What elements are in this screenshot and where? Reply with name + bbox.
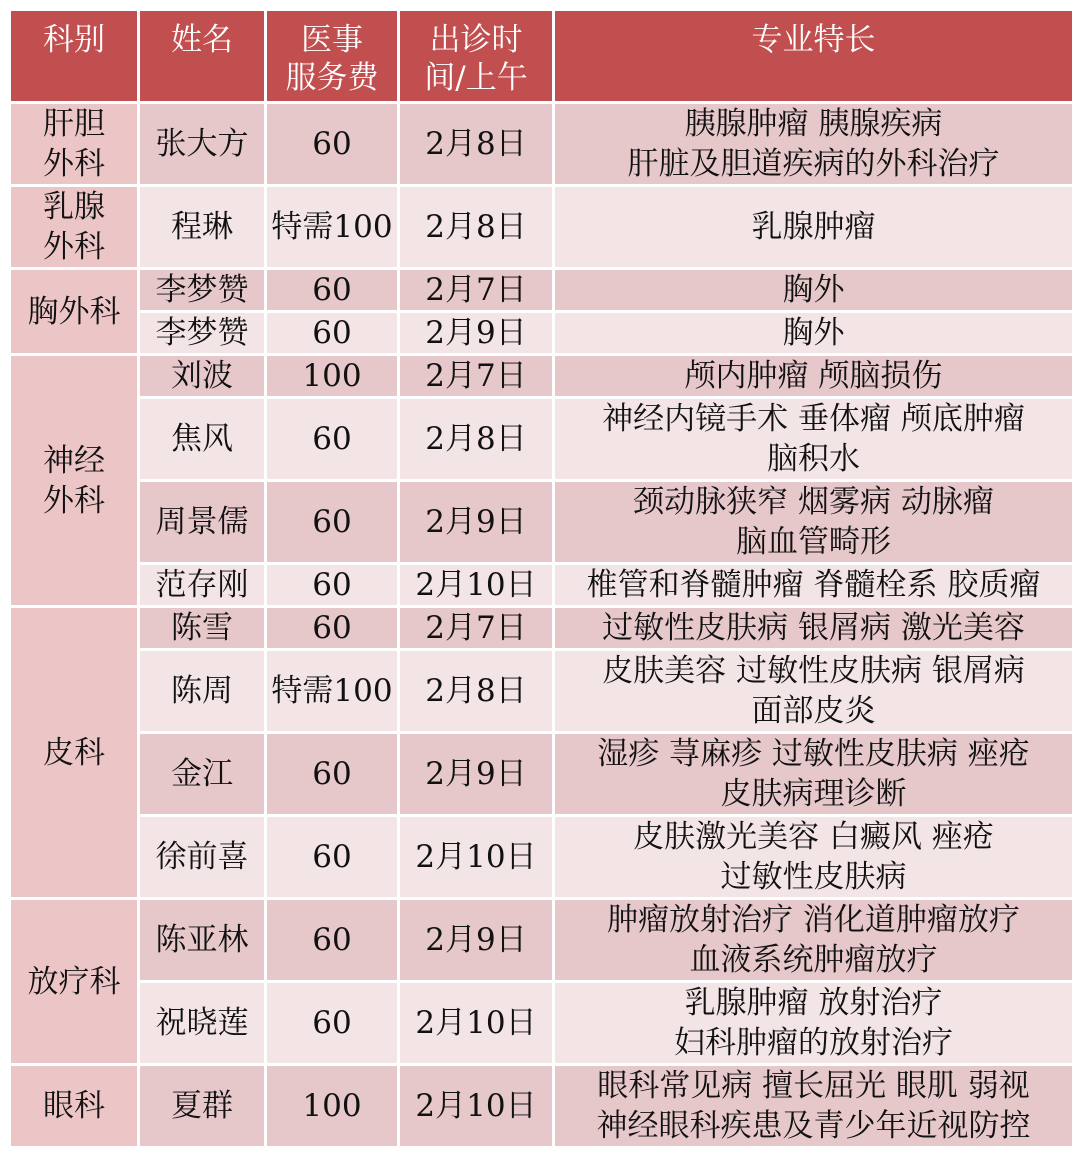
department-cell (10, 103, 139, 186)
department-name: 眼科 (43, 1088, 105, 1124)
clinic-date: 2月10日 (399, 816, 554, 899)
specialty-line: 胰腺肿瘤 胰腺疾病 (684, 106, 943, 142)
clinic-date: 2月7日 (399, 355, 554, 398)
department-cell (10, 1065, 139, 1148)
doctor-name: 焦风 (139, 398, 266, 481)
specialty-cell (554, 481, 1074, 564)
specialty-cell (554, 607, 1074, 650)
specialty-cell (554, 650, 1074, 733)
specialty-line: 颈动脉狭窄 烟雾病 动脉瘤 (633, 484, 994, 520)
clinic-date: 2月7日 (399, 269, 554, 312)
doctor-name: 周景儒 (139, 481, 266, 564)
table-row (10, 564, 1074, 607)
header-specialty: 专业特长 (554, 10, 1074, 103)
department-cell (10, 269, 139, 355)
department-name: 乳腺 (43, 189, 105, 225)
specialty-line: 脑血管畸形 (736, 524, 891, 560)
clinic-date: 2月8日 (399, 186, 554, 269)
specialty-line: 神经内镜手术 垂体瘤 颅底肿瘤 (602, 401, 1025, 437)
department-name: 外科 (43, 146, 105, 182)
table-row (10, 481, 1074, 564)
doctor-name: 徐前喜 (139, 816, 266, 899)
service-fee: 100 (266, 1065, 399, 1148)
table-row (10, 398, 1074, 481)
clinic-date: 2月9日 (399, 899, 554, 982)
department-name: 外科 (43, 229, 105, 265)
clinic-date: 2月7日 (399, 607, 554, 650)
header-time: 出诊时 间/上午 (399, 10, 554, 103)
service-fee: 60 (266, 269, 399, 312)
doctor-name: 陈亚林 (139, 899, 266, 982)
department-cell (10, 355, 139, 607)
doctor-name: 李梦赞 (139, 269, 266, 312)
service-fee: 60 (266, 982, 399, 1065)
specialty-cell (554, 733, 1074, 816)
header-fee: 医事 服务费 (266, 10, 399, 103)
table-row (10, 816, 1074, 899)
specialty-line: 妇科肿瘤的放射治疗 (674, 1025, 953, 1061)
service-fee: 100 (266, 355, 399, 398)
specialty-cell (554, 816, 1074, 899)
header-row (10, 10, 1074, 103)
service-fee: 60 (266, 481, 399, 564)
service-fee: 60 (266, 564, 399, 607)
specialty-line: 椎管和脊髓肿瘤 脊髓栓系 胶质瘤 (586, 567, 1041, 603)
doctor-name: 夏群 (139, 1065, 266, 1148)
table-row (10, 982, 1074, 1065)
clinic-schedule-table (8, 8, 1075, 1149)
service-fee: 特需100 (266, 650, 399, 733)
specialty-cell (554, 186, 1074, 269)
doctor-name: 陈雪 (139, 607, 266, 650)
service-fee: 60 (266, 103, 399, 186)
department-name: 胸外科 (27, 293, 121, 330)
specialty-cell (554, 1065, 1074, 1148)
department-cell (10, 899, 139, 1065)
clinic-date: 2月9日 (399, 733, 554, 816)
specialty-line: 面部皮炎 (751, 693, 876, 729)
doctor-name: 李梦赞 (139, 312, 266, 355)
clinic-date: 2月9日 (399, 481, 554, 564)
service-fee: 60 (266, 607, 399, 650)
department-cell (10, 186, 139, 269)
service-fee: 60 (266, 398, 399, 481)
doctor-name: 金江 (139, 733, 266, 816)
header-name: 姓名 (139, 10, 266, 103)
clinic-date: 2月10日 (399, 564, 554, 607)
table-row (10, 733, 1074, 816)
specialty-cell (554, 982, 1074, 1065)
table-row (10, 1065, 1074, 1148)
specialty-cell (554, 103, 1074, 186)
clinic-date: 2月8日 (399, 398, 554, 481)
doctor-name: 范存刚 (139, 564, 266, 607)
doctor-name: 张大方 (139, 103, 266, 186)
specialty-cell (554, 269, 1074, 312)
specialty-line: 皮肤激光美容 白癜风 痤疮 (633, 819, 994, 855)
clinic-date: 2月9日 (399, 312, 554, 355)
specialty-line: 皮肤美容 过敏性皮肤病 银屑病 (602, 653, 1025, 689)
header-dept: 科别 (10, 10, 139, 103)
department-name: 外科 (43, 482, 105, 519)
clinic-date: 2月10日 (399, 1065, 554, 1148)
doctor-name: 祝晓莲 (139, 982, 266, 1065)
service-fee: 60 (266, 733, 399, 816)
department-cell (10, 607, 139, 899)
specialty-line: 皮肤病理诊断 (720, 776, 907, 812)
specialty-cell (554, 899, 1074, 982)
specialty-line: 脑积水 (767, 441, 860, 477)
table-row (10, 186, 1074, 269)
specialty-line: 颅内肿瘤 颅脑损伤 (684, 358, 943, 394)
specialty-line: 过敏性皮肤病 (720, 859, 907, 895)
specialty-line: 胸外 (782, 315, 845, 351)
table-row (10, 103, 1074, 186)
service-fee: 60 (266, 816, 399, 899)
specialty-line: 过敏性皮肤病 银屑病 激光美容 (602, 610, 1025, 646)
table-row (10, 269, 1074, 312)
doctor-name: 刘波 (139, 355, 266, 398)
department-name: 放疗科 (27, 963, 121, 1000)
department-name: 肝胆 (43, 106, 105, 142)
specialty-line: 湿疹 荨麻疹 过敏性皮肤病 痤疮 (597, 736, 1030, 772)
service-fee: 60 (266, 899, 399, 982)
service-fee: 特需100 (266, 186, 399, 269)
table-row (10, 355, 1074, 398)
specialty-line: 神经眼科疾患及青少年近视防控 (596, 1108, 1031, 1144)
specialty-line: 肝脏及胆道疾病的外科治疗 (627, 146, 1000, 182)
specialty-line: 胸外 (782, 272, 845, 308)
schedule-body (10, 10, 1074, 1148)
specialty-cell (554, 564, 1074, 607)
department-name: 神经 (43, 442, 105, 479)
specialty-cell (554, 355, 1074, 398)
table-row (10, 312, 1074, 355)
department-name: 皮科 (43, 734, 105, 771)
specialty-cell (554, 312, 1074, 355)
specialty-line: 血液系统肿瘤放疗 (689, 942, 938, 978)
specialty-cell (554, 398, 1074, 481)
table-row (10, 899, 1074, 982)
clinic-date: 2月8日 (399, 650, 554, 733)
clinic-date: 2月8日 (399, 103, 554, 186)
table-row (10, 607, 1074, 650)
table-row (10, 650, 1074, 733)
doctor-name: 陈周 (139, 650, 266, 733)
specialty-line: 乳腺肿瘤 放射治疗 (684, 985, 943, 1021)
doctor-name: 程琳 (139, 186, 266, 269)
specialty-line: 肿瘤放射治疗 消化道肿瘤放疗 (607, 902, 1020, 938)
specialty-line: 乳腺肿瘤 (751, 209, 876, 245)
clinic-date: 2月10日 (399, 982, 554, 1065)
specialty-line: 眼科常见病 擅长屈光 眼肌 弱视 (597, 1068, 1030, 1104)
service-fee: 60 (266, 312, 399, 355)
